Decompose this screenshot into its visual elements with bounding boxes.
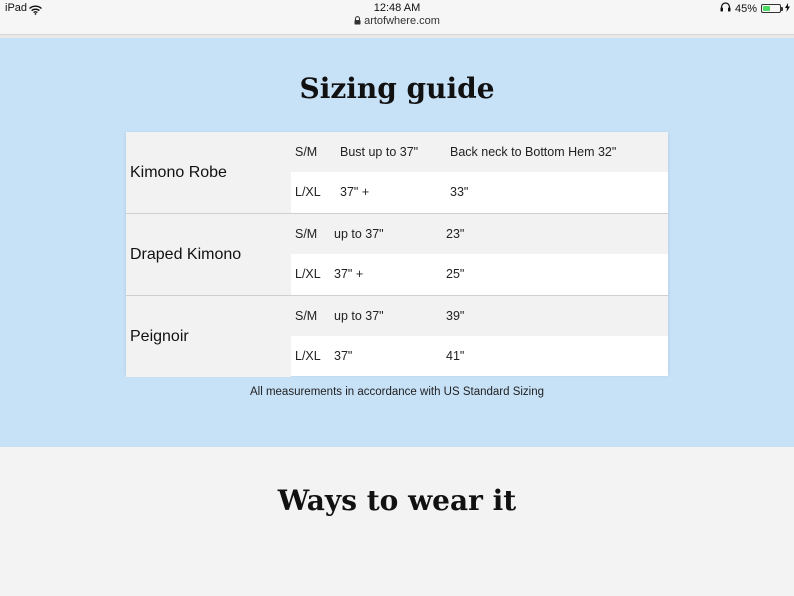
size-label: L/XL xyxy=(295,267,321,281)
bust-value: Bust up to 37" xyxy=(340,145,419,159)
sizing-table xyxy=(126,132,668,374)
ways-to-wear-title: Ways to wear it xyxy=(277,484,517,517)
table-row xyxy=(291,296,668,336)
product-name: Peignoir xyxy=(130,327,189,345)
clock: 12:48 AM xyxy=(373,2,421,14)
product-name: Kimono Robe xyxy=(130,163,227,181)
bust-value: 37" xyxy=(334,349,353,363)
product-group-peignoir xyxy=(126,295,668,377)
table-row xyxy=(291,336,668,376)
address-bar[interactable] xyxy=(0,15,794,28)
sizing-guide-title: Sizing guide xyxy=(299,72,495,105)
table-row xyxy=(291,254,668,294)
bust-value: up to 37" xyxy=(334,309,384,323)
bust-value: 37" + xyxy=(340,185,370,199)
bust-value: up to 37" xyxy=(334,227,384,241)
status-right xyxy=(720,2,790,15)
bust-value: 37" + xyxy=(334,267,364,281)
size-label: S/M xyxy=(295,145,318,159)
length-value: 25" xyxy=(446,267,465,281)
table-row xyxy=(291,172,668,212)
battery-icon xyxy=(761,4,781,13)
table-row xyxy=(291,132,668,172)
length-value: Back neck to Bottom Hem 32" xyxy=(450,145,617,159)
size-label: L/XL xyxy=(295,349,321,363)
lock-icon xyxy=(354,16,361,28)
length-value: 39" xyxy=(446,309,465,323)
length-value: 23" xyxy=(446,227,465,241)
url-text: artofwhere.com xyxy=(364,15,440,27)
charging-icon xyxy=(785,3,790,15)
status-bar xyxy=(0,0,794,35)
product-group-draped-kimono xyxy=(126,213,668,295)
size-label: S/M xyxy=(295,309,318,323)
size-label: L/XL xyxy=(295,185,321,199)
length-value: 41" xyxy=(446,349,465,363)
sizing-note: All measurements in accordance with US Standard Sizing xyxy=(249,386,545,398)
product-name: Draped Kimono xyxy=(130,245,242,263)
product-name-cell xyxy=(126,132,291,213)
headphones-icon xyxy=(720,2,731,15)
product-name-cell xyxy=(126,296,291,377)
length-value: 33" xyxy=(450,185,469,199)
device-name: iPad xyxy=(5,2,28,14)
product-name-cell xyxy=(126,214,291,295)
battery-percent: 45% xyxy=(734,2,757,15)
table-row xyxy=(291,214,668,254)
size-label: S/M xyxy=(295,227,318,241)
product-group-kimono-robe xyxy=(126,132,668,213)
sizing-guide-section xyxy=(0,38,794,447)
